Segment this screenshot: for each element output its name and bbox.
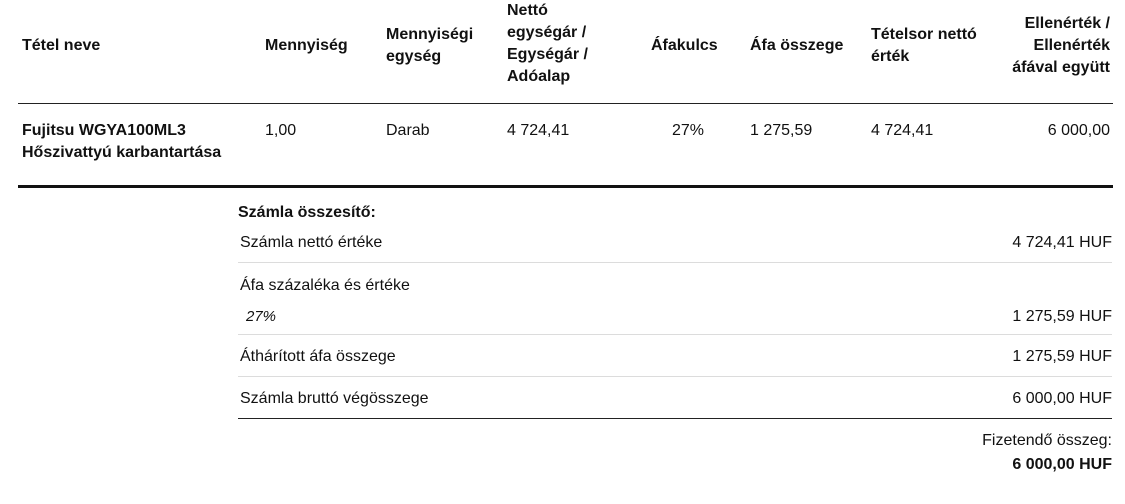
summary-title: Számla összesítő: bbox=[238, 204, 376, 221]
col-header-line-net: Tételsor nettó érték bbox=[871, 26, 977, 65]
col-header-name: Tétel neve bbox=[22, 37, 101, 54]
row-vat-rate: 27% bbox=[671, 122, 704, 139]
summary-vat-rate: 27% bbox=[246, 308, 277, 325]
col-header-net-unit-price: Nettó egységár / Egységár / Adóalap bbox=[507, 2, 588, 85]
table-bottom-rule bbox=[18, 185, 1113, 188]
summary-gross-label: Számla bruttó végösszege bbox=[240, 390, 429, 407]
summary-passed-vat-label: Áthárított áfa összege bbox=[240, 348, 396, 365]
row-unit: Darab bbox=[386, 122, 430, 139]
col-header-unit: Mennyiségi egység bbox=[386, 26, 474, 65]
row-item-name: Fujitsu WGYA100ML3 Hőszivattyú karbantartása bbox=[22, 122, 222, 161]
header-divider bbox=[18, 103, 1113, 104]
payable-label: Fizetendő összeg: bbox=[982, 432, 1112, 449]
summary-vat-value: 1 275,59 HUF bbox=[1012, 308, 1112, 325]
summary-net-label: Számla nettó értéke bbox=[240, 234, 383, 251]
summary-vat-label: Áfa százaléka és értéke bbox=[240, 277, 410, 294]
row-vat-amount: 1 275,59 bbox=[750, 122, 813, 139]
col-header-qty: Mennyiség bbox=[265, 37, 348, 54]
row-qty: 1,00 bbox=[265, 122, 297, 139]
payable-value: 6 000,00 HUF bbox=[1012, 456, 1112, 473]
summary-bottom-rule bbox=[238, 418, 1112, 419]
row-gross: 6 000,00 bbox=[1047, 122, 1110, 139]
summary-net-value: 4 724,41 HUF bbox=[1012, 234, 1112, 251]
row-net-unit-price: 4 724,41 bbox=[507, 122, 570, 139]
summary-divider bbox=[238, 376, 1112, 377]
summary-divider bbox=[238, 334, 1112, 335]
summary-passed-vat-value: 1 275,59 HUF bbox=[1012, 348, 1112, 365]
summary-divider bbox=[238, 262, 1112, 263]
col-header-vat-rate: Áfakulcs bbox=[651, 37, 718, 54]
col-header-gross: Ellenérték / Ellenérték áfával együtt bbox=[1012, 15, 1110, 76]
col-header-vat-amount: Áfa összege bbox=[750, 37, 844, 54]
row-line-net: 4 724,41 bbox=[871, 122, 934, 139]
summary-gross-value: 6 000,00 HUF bbox=[1012, 390, 1112, 407]
